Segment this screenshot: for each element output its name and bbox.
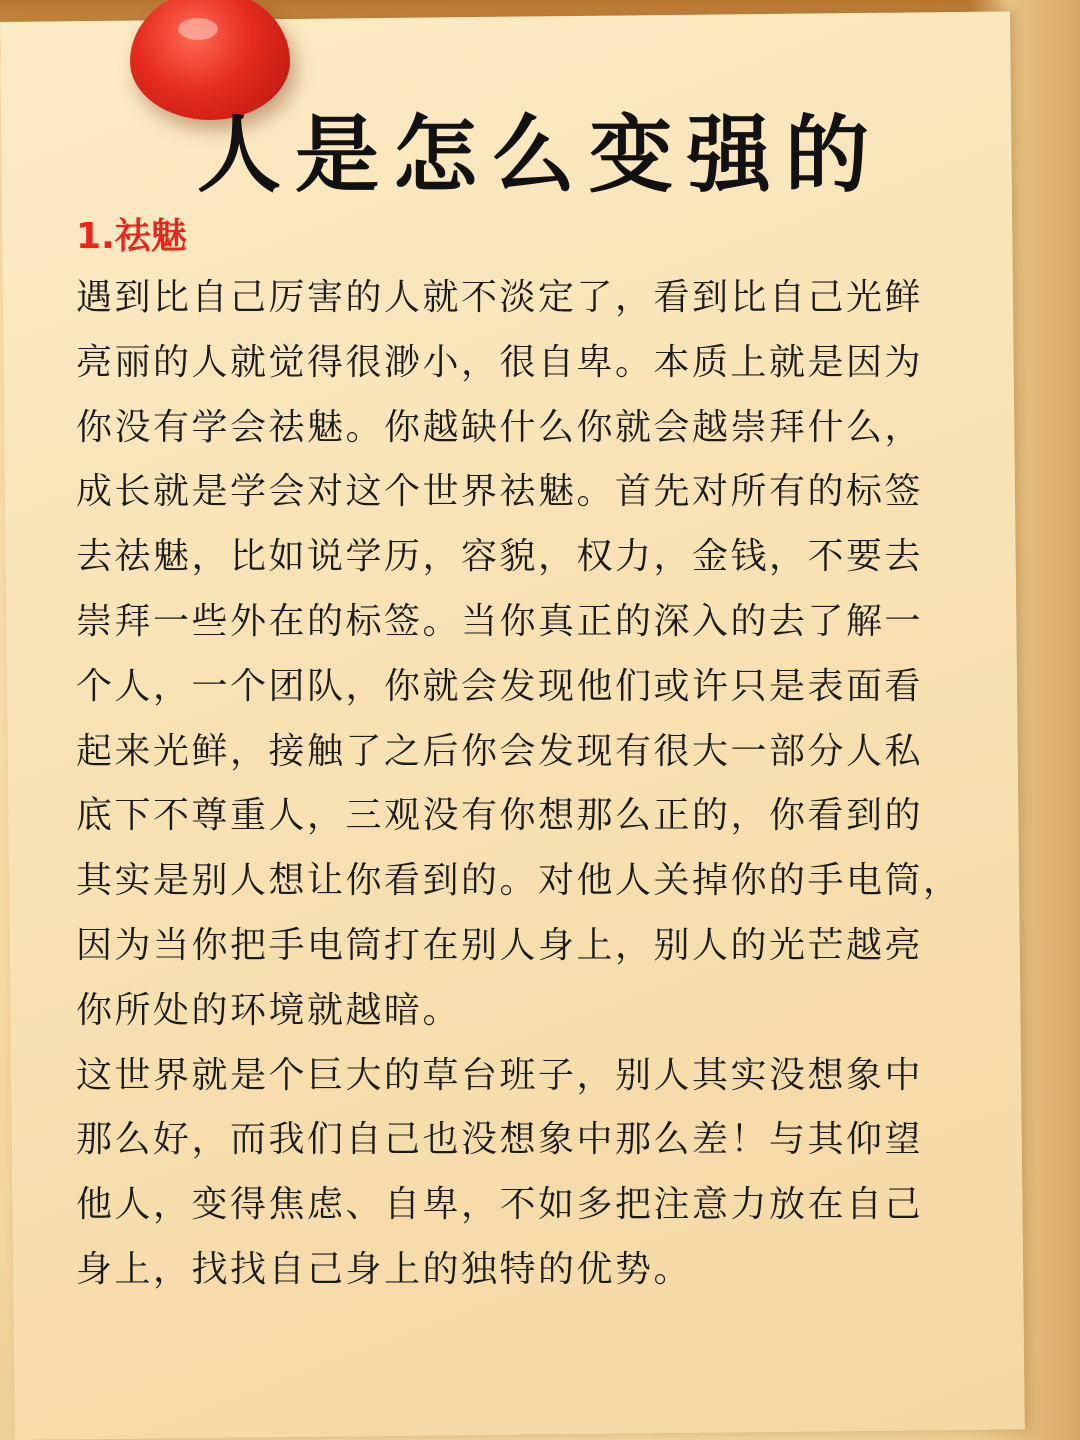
body-line: 遇到比自己厉害的人就不淡定了，看到比自己光鲜 xyxy=(76,277,924,318)
pushpin-highlight xyxy=(178,18,218,40)
page-title: 人是怎么变强的 xyxy=(196,106,883,204)
body-line: 崇拜一些外在的标签。当你真正的深入的去了解一 xyxy=(76,600,924,642)
body-line: 成长就是学会对这个世界祛魅。首先对所有的标签 xyxy=(76,471,924,513)
body-line: 那么好，而我们自己也没想象中那么差！与其仰望 xyxy=(76,1119,924,1161)
body-line: 你没有学会祛魅。你越缺什么你就会越崇拜什么， xyxy=(76,406,924,448)
body-line: 这世界就是个巨大的草台班子，别人其实没想象中 xyxy=(76,1054,924,1096)
body-line: 你所处的环境就越暗。 xyxy=(76,989,462,1031)
section-heading: 1.祛魅 xyxy=(76,216,187,257)
body-line: 个人，一个团队，你就会发现他们或许只是表面看 xyxy=(76,665,924,707)
body-line: 亮丽的人就觉得很渺小，很自卑。本质上就是因为 xyxy=(76,341,924,383)
body-line: 去祛魅，比如说学历，容貌，权力，金钱，不要去 xyxy=(76,536,924,578)
body-line: 其实是别人想让你看到的。对他人关掉你的手电筒， xyxy=(76,860,962,902)
section-body xyxy=(76,266,976,1303)
body-line: 因为当你把手电筒打在别人身上，别人的光芒越亮 xyxy=(76,924,924,966)
body-line: 底下不尊重人，三观没有你想那么正的，你看到的 xyxy=(76,795,924,837)
body-line: 他人，变得焦虑、自卑，不如多把注意力放在自己 xyxy=(76,1184,924,1226)
body-line: 起来光鲜，接触了之后你会发现有很大一部分人私 xyxy=(76,730,924,772)
body-line: 身上，找找自己身上的独特的优势。 xyxy=(76,1248,693,1290)
